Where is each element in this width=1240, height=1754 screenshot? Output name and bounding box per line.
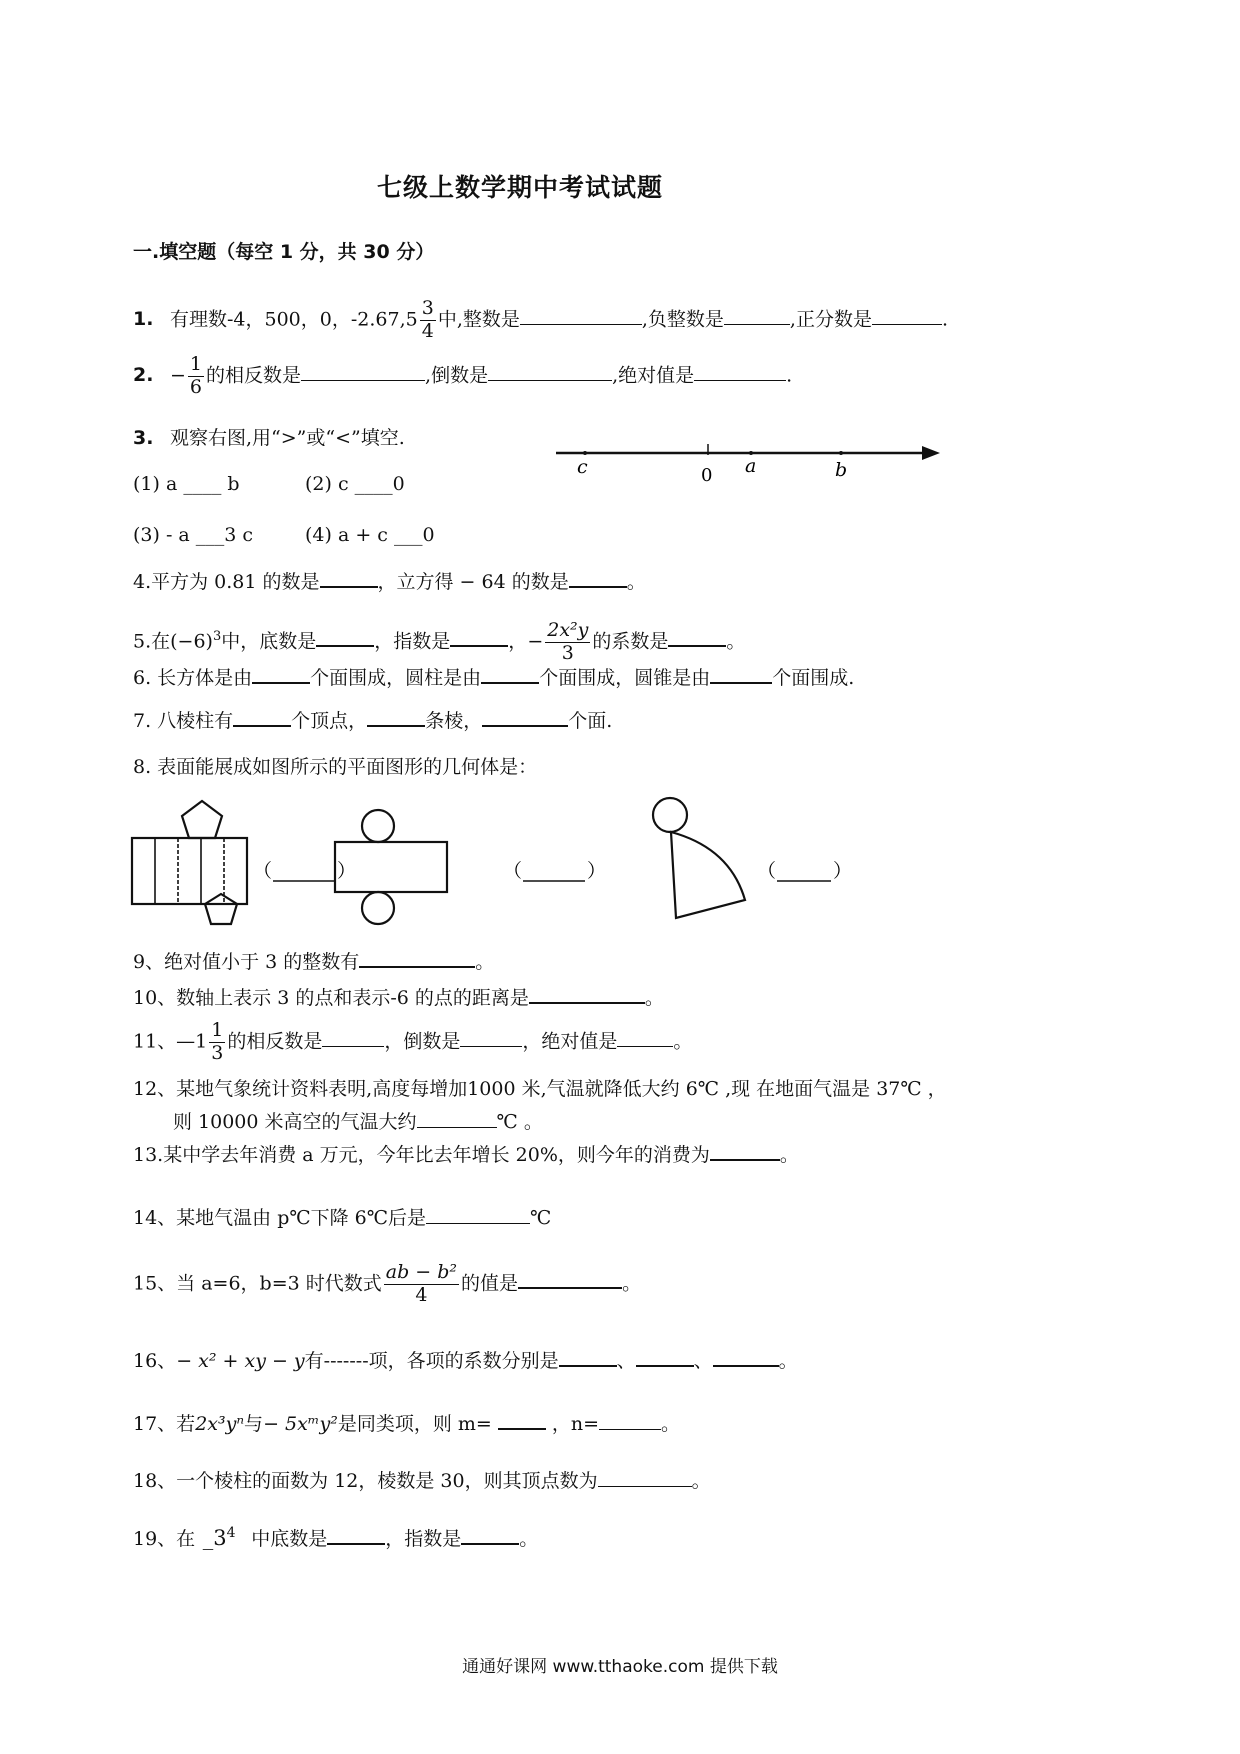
answer-blank[interactable] [252, 664, 310, 684]
question-number: 1. [133, 308, 154, 331]
net-figures [125, 790, 875, 940]
answer-blank[interactable] [488, 362, 612, 381]
question-12-line1: 12、某地气象统计资料表明,高度每增加1000 米,气温就降低大约 6℃ ,现 在地面气温是 37℃ ， [133, 1078, 947, 1100]
answer-blank[interactable] [529, 984, 645, 1004]
question-6: 6. 长方体是由 个面围成，圆柱是由 个面围成，圆锥是由 个面围成. [133, 663, 854, 690]
answer-blank[interactable] [518, 1269, 622, 1289]
svg-text:（: （ [253, 860, 273, 882]
answer-blank[interactable] [520, 306, 642, 325]
page-title: 七级上数学期中考试试题 [376, 173, 663, 202]
svg-text:（: （ [503, 860, 523, 882]
answer-blank[interactable] [636, 1347, 694, 1367]
answer-blank[interactable] [668, 627, 726, 647]
question-8: 8. 表面能展成如图所示的平面图形的几何体是： [133, 756, 538, 778]
question-14: 14、某地气温由 p℃下降 6℃后是 ℃ [133, 1207, 552, 1229]
answer-blank[interactable] [460, 1028, 522, 1047]
answer-blank[interactable] [482, 707, 568, 727]
question-19: 19、在 $\_3^4$ 中底数是 ，指数是 。 [133, 1525, 539, 1550]
question-3-sub4: (4) a + c ___0 [305, 524, 435, 546]
fraction: $\frac{1}{3}$ [211, 1019, 224, 1064]
question-12-line2: 则 10000 米高空的气温大约 ℃ 。 [173, 1111, 543, 1133]
answer-blank[interactable] [322, 1028, 384, 1047]
footer-credit: 通通好课网 www.tthaoke.com 提供下载 [462, 1657, 778, 1677]
question-13: 13.某中学去年消费 a 万元，今年比去年增长 20%，则今年的消费为 。 [133, 1140, 799, 1167]
answer-blank[interactable] [367, 707, 425, 727]
question-4: 4.平方为 0.81 的数是 ，立方得 − 64 的数是 。 [133, 567, 646, 594]
fraction: $\frac{1}{6}$ [189, 353, 203, 398]
answer-blank[interactable] [569, 568, 627, 588]
fraction: $\frac{3}{4}$ [421, 297, 434, 342]
answer-blank[interactable] [316, 627, 374, 647]
answer-blank[interactable] [599, 1411, 661, 1430]
question-7: 7. 八棱柱有 个顶点， 条棱， 个面. [133, 706, 612, 733]
arrow-icon [922, 446, 940, 460]
answer-blank[interactable] [694, 362, 786, 381]
answer-blank[interactable] [559, 1347, 617, 1367]
point-b [839, 451, 843, 455]
fraction: $\frac{\text{ab − b²}}{4}$ [385, 1261, 458, 1306]
svg-text:）: ） [337, 860, 357, 882]
section-heading: 一.填空题（每空 1 分，共 30 分） [133, 241, 435, 263]
answer-blank[interactable] [359, 948, 475, 968]
question-3-sub1: (1) a ____ b [133, 473, 240, 495]
svg-text:（: （ [757, 860, 777, 882]
cone-net [653, 798, 745, 918]
answer-blank[interactable] [301, 362, 425, 381]
question-3-sub3: (3) - a ___3 c [133, 524, 254, 546]
label-c: c [577, 456, 588, 478]
label-a: a [745, 455, 757, 477]
answer-blank[interactable] [710, 664, 772, 684]
question-18: 18、一个棱柱的面数为 12，棱数是 30，则其顶点数为 。 [133, 1470, 711, 1492]
answer-blank[interactable] [481, 664, 539, 684]
question-5: 5.在$(-6)^3$中，底数是 ，指数是 ，− $\frac{\text{2x²y}}{3}$ 的系数是 。 [133, 619, 746, 664]
question-15: 15、当 a=6，b=3 时代数式 $\frac{\text{ab − b²}}{4}$ 的值是 。 [133, 1261, 642, 1306]
question-number: 2. [133, 364, 154, 387]
pentagonal-prism-net [132, 801, 247, 924]
label-zero: 0 [701, 465, 713, 486]
question-3: 3. 观察右图,用“>”或“<”填空. [133, 427, 405, 449]
answer-blank[interactable] [724, 306, 790, 325]
point-c [583, 451, 587, 455]
question-17: 17、若2x³yⁿ与− 5xᵐy²是同类项，则 m= ，n= 。 [133, 1409, 680, 1436]
answer-blank[interactable] [598, 1468, 692, 1487]
question-3-sub2: (2) c ____0 [305, 473, 405, 495]
question-11: 11、—1 $\frac{1}{3}$ 的相反数是 ，倒数是 ，绝对值是 。 [133, 1019, 693, 1064]
question-number: 3. [133, 427, 154, 449]
answer-blank[interactable] [450, 627, 508, 647]
question-10: 10、数轴上表示 3 的点和表示-6 的点的距离是 。 [133, 983, 664, 1010]
number-line [550, 430, 950, 490]
label-b: b [835, 459, 848, 481]
answer-blank[interactable] [461, 1525, 519, 1545]
svg-text:）: ） [587, 860, 607, 882]
answer-blank[interactable] [426, 1205, 530, 1224]
question-2: 2. − $\frac{1}{6}$ 的相反数是 ,倒数是 ,绝对值是 . [133, 353, 793, 398]
question-1: 1. 有理数-4，500，0，-2.67,5 $\frac{3}{4}$ 中,整数是 ,负整数是 ,正分数是 . [133, 297, 949, 342]
answer-blank[interactable] [320, 568, 378, 588]
answer-blank[interactable] [233, 707, 291, 727]
question-9: 9、绝对值小于 3 的整数有 。 [133, 947, 494, 974]
fraction: $\frac{\text{2x²y}}{3}$ [547, 619, 589, 664]
answer-blank[interactable] [872, 306, 942, 325]
question-16: 16、− x² + xy − y有-------项，各项的系数分别是 、 、 。 [133, 1346, 798, 1373]
answer-blank[interactable] [713, 1347, 779, 1367]
answer-blank[interactable] [710, 1141, 780, 1161]
answer-blank[interactable] [498, 1410, 546, 1430]
answer-blank[interactable] [617, 1028, 673, 1047]
answer-blank[interactable] [417, 1109, 497, 1128]
answer-blank[interactable] [327, 1525, 385, 1545]
svg-text:）: ） [833, 860, 853, 882]
